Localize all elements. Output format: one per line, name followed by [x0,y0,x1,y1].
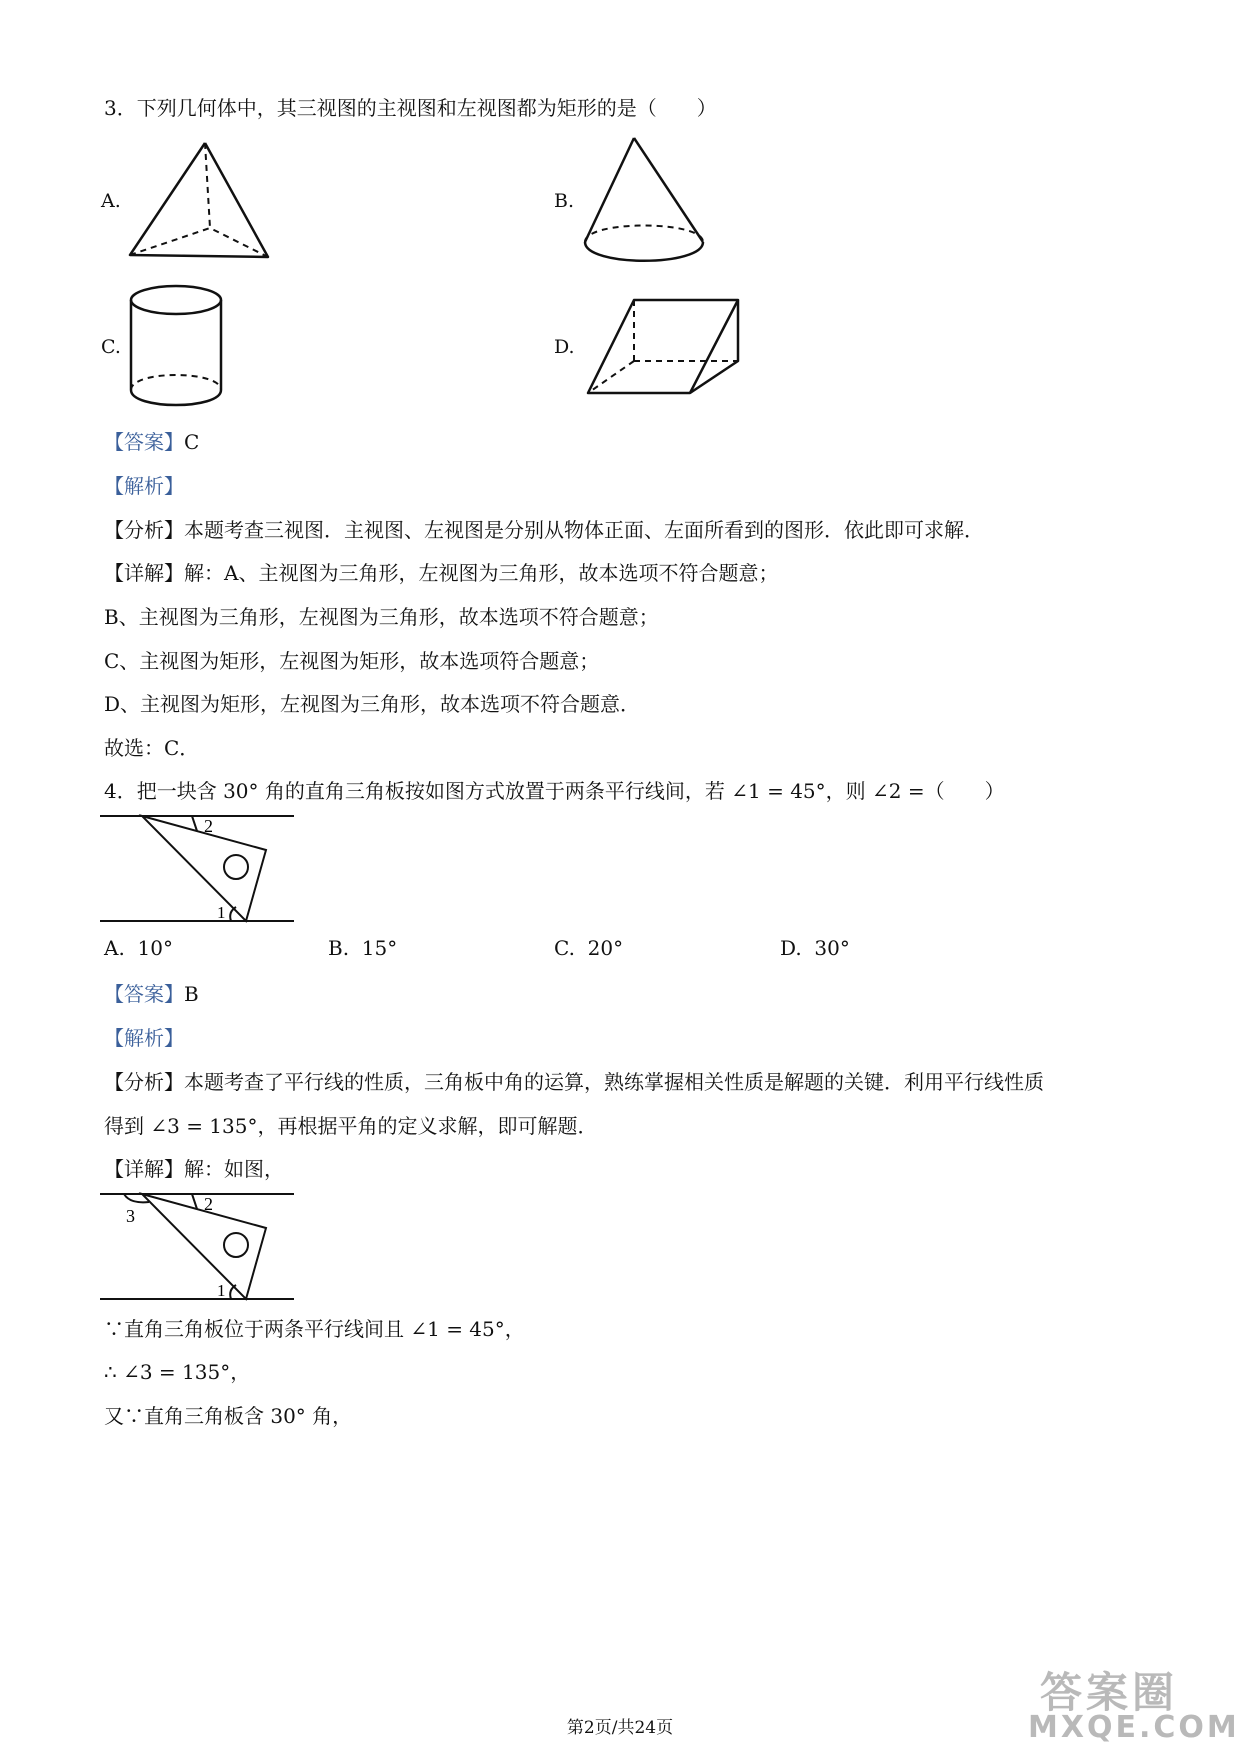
q4-option-d-value: 30° [814,936,850,960]
pyramid-figure [120,135,280,265]
q4-option-c-value: 20° [587,936,624,960]
q4-fenxi [104,1068,1044,1096]
q4-option-d-label: D. [780,936,802,960]
q3-conclusion: 故选：C． [104,736,200,760]
q3-option-b-label: B. [554,190,575,212]
q4-stem: 4．把一块含 30° 角的直角三角板按如图方式放置于两条平行线间，若 ∠1 = 45°，则 ∠2 =（ ） [104,779,1005,803]
q3-fenxi [104,516,984,544]
q3-xiangjie [104,559,778,587]
q3-answer-value: C [184,430,200,454]
cylinder-figure [125,282,230,412]
q4-fenxi-text-2: 得到 ∠3 = 135°，再根据平角的定义求解，即可解题． [104,1114,598,1138]
q4-analysis-tag [104,1024,184,1052]
q4-xiangjie [104,1155,284,1183]
q4-fenxi-tag: 【分析】 [104,1070,184,1094]
angle-1-label-annotated: 1 [217,1281,226,1300]
q3-fenxi-tag: 【分析】 [104,518,184,542]
q3-fenxi-text: 本题考查三视图．主视图、左视图是分别从物体正面、左面所看到的图形．依此即可求解． [184,518,984,542]
angle-1-label: 1 [217,903,226,922]
q4-option-c-label: C. [554,936,575,960]
q3-line-b: B、主视图为三角形，左视图为三角形，故本选项不符合题意； [104,605,659,629]
cone-figure [580,132,710,267]
q4-step2: ∴ ∠3 = 135°， [104,1360,251,1384]
triangle-ruler-figure-annotated [100,1190,300,1305]
q4-option-a-label: A. [104,936,125,960]
q4-xiangjie-tag: 【详解】 [104,1157,184,1181]
q4-answer-tag: 【答案】 [104,982,184,1006]
q4-option-b-value: 15° [361,936,398,960]
angle-3-label: 3 [126,1206,135,1226]
q3-line-d: D、主视图为矩形，左视图为三角形，故本选项不符合题意． [104,692,641,716]
q4-fenxi-text-1: 本题考查了平行线的性质，三角板中角的运算，熟练掌握相关性质是解题的关键．利用平行线性质 [184,1070,1044,1094]
angle-2-label: 2 [204,816,213,836]
q3-option-d-label: D. [554,336,575,358]
q4-answer-value: B [184,982,199,1006]
q4-option-c [554,936,623,960]
q4-step1: ∵直角三角板位于两条平行线间且 ∠1 = 45°， [104,1317,525,1341]
page-number: 第2页/共24页 [566,1718,674,1738]
q4-option-b [328,936,397,960]
q4-step3: 又∵直角三角板含 30° 角， [104,1404,353,1428]
q4-option-a-value: 10° [137,936,173,960]
q3-option-c-label: C. [101,336,121,358]
triangle-ruler-figure [100,812,300,927]
q4-answer [104,980,199,1008]
q3-answer [104,428,199,456]
angle-2-label-annotated: 2 [204,1194,213,1214]
q3-answer-tag: 【答案】 [104,430,184,454]
q4-option-d [780,936,850,960]
q4-analysis-label: 【解析】 [104,1026,184,1050]
watermark-logo [1010,1660,1240,1750]
q4-option-b-label: B. [328,936,350,960]
q3-analysis-tag [104,472,184,500]
watermark-bottom-text: MXQE.COM [1028,1710,1240,1745]
prism-figure [582,293,747,403]
q4-option-a [104,936,173,960]
q3-analysis-label: 【解析】 [104,474,184,498]
q4-xiangjie-text: 解：如图， [184,1157,284,1181]
q3-line-c: C、主视图为矩形，左视图为矩形，故本选项符合题意； [104,649,600,673]
q3-option-a-label: A. [101,190,121,212]
watermark-top-text: 答案圈 [1040,1668,1179,1717]
q3-stem: 3．下列几何体中，其三视图的主视图和左视图都为矩形的是（ ） [104,96,717,120]
q3-xiangjie-tag: 【详解】 [104,561,184,585]
q3-xiangjie-text: 解：A、主视图为三角形，左视图为三角形，故本选项不符合题意； [184,561,779,585]
